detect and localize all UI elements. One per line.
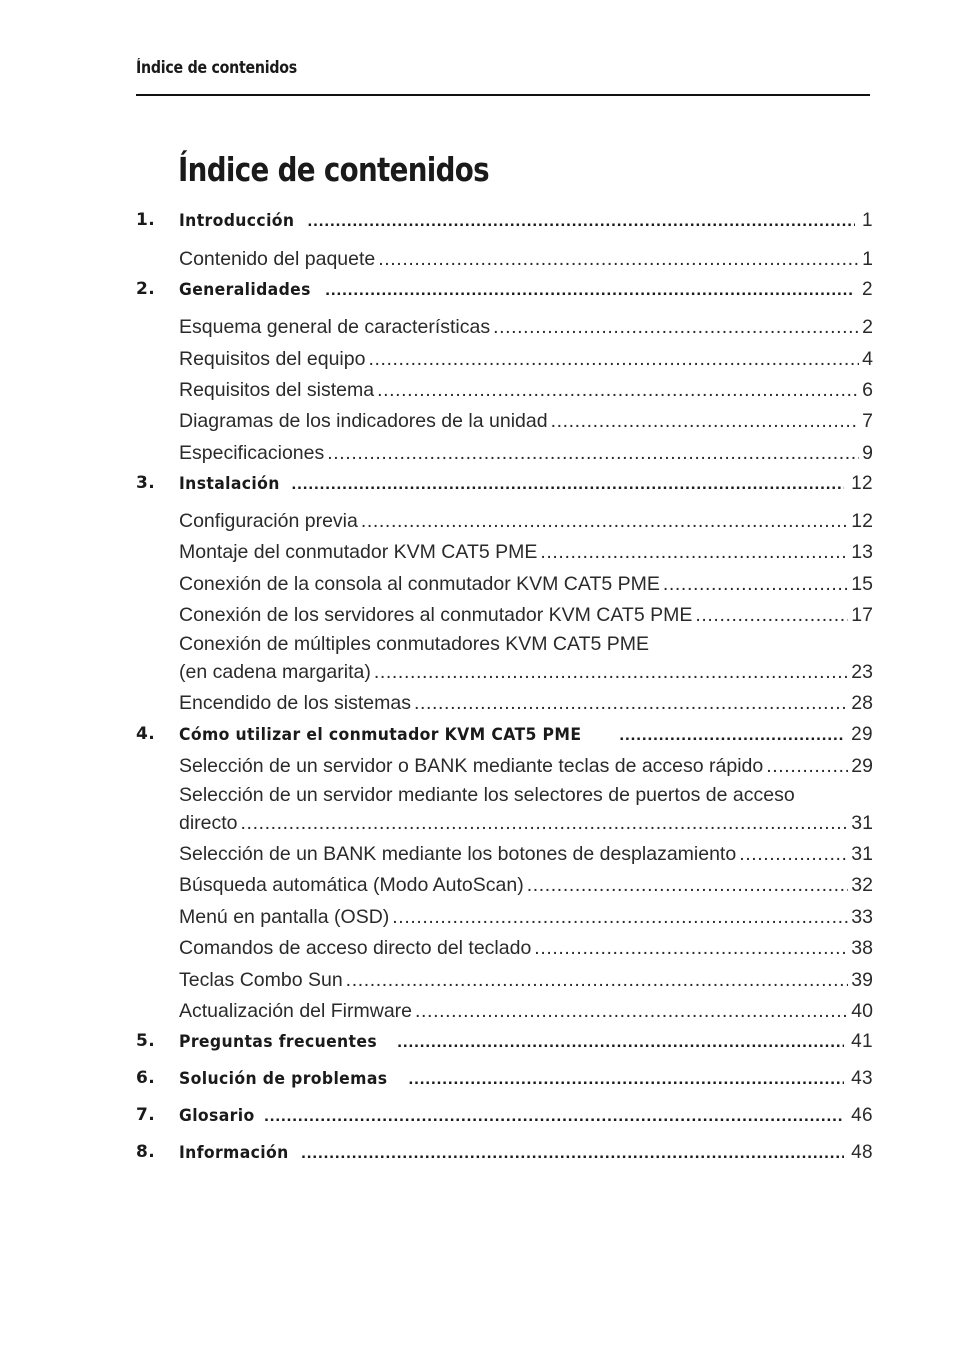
toc-entry-title-line1[interactable]: Selección de un servidor mediante los selectores de puertos de acceso [179, 784, 795, 806]
toc-entry[interactable] [179, 604, 873, 627]
toc-entry[interactable] [179, 661, 873, 684]
toc-section-number: 7. [136, 1105, 156, 1125]
toc-entry-title: Actualización del Firmware [179, 1000, 413, 1022]
toc-entry[interactable] [179, 410, 873, 433]
toc-page-number: 12 [851, 510, 873, 532]
toc-entry[interactable] [179, 510, 873, 533]
toc-section-number: 1. [136, 210, 156, 230]
toc-page-number: 28 [851, 692, 873, 714]
dot-leader [663, 573, 848, 596]
dot-leader [292, 474, 845, 494]
toc-entry[interactable] [179, 248, 873, 271]
toc-section-3[interactable] [136, 473, 873, 495]
toc-section-7[interactable] [136, 1105, 873, 1127]
dot-leader [378, 248, 859, 271]
toc-section-5[interactable] [136, 1031, 873, 1053]
toc-page-number: 29 [851, 724, 873, 745]
toc-section-number: 5. [136, 1031, 156, 1051]
dot-leader [264, 1106, 844, 1126]
toc-entry-title: Diagramas de los indicadores de la unidad [179, 410, 548, 432]
toc-entry-title: Conexión de los servidores al conmutador KVM CAT5 PME [179, 604, 693, 626]
toc-page-number: 43 [851, 1068, 873, 1089]
toc-section-title: Introducción [179, 211, 295, 231]
toc-section-number: 6. [136, 1068, 156, 1088]
toc-section-title: Preguntas frecuentes [179, 1032, 378, 1052]
dot-leader [695, 604, 848, 627]
toc-entry[interactable] [179, 906, 873, 929]
toc-entry-title-line2: directo [179, 812, 238, 834]
dot-leader [534, 937, 848, 960]
dot-leader [540, 541, 848, 564]
toc-section-number: 2. [136, 279, 156, 299]
dot-leader [346, 969, 849, 992]
toc-section-title: Generalidades [179, 280, 311, 300]
toc-section-number: 4. [136, 724, 156, 744]
toc-page-number: 4 [862, 348, 873, 370]
toc-page-number: 32 [851, 874, 873, 896]
toc-entry[interactable] [179, 692, 873, 715]
toc-section-4[interactable] [136, 724, 873, 746]
running-header: Índice de contenidos [136, 58, 297, 77]
dot-leader [409, 1069, 845, 1089]
toc-page-number: 13 [851, 541, 873, 563]
dot-leader [374, 661, 848, 684]
toc-entry-title: Contenido del paquete [179, 248, 376, 270]
toc-section-title: Información [179, 1143, 289, 1163]
toc-section-1[interactable] [136, 210, 873, 232]
toc-section-number: 3. [136, 473, 156, 493]
dot-leader [493, 316, 859, 339]
dot-leader [325, 280, 855, 300]
toc-entry[interactable] [179, 541, 873, 564]
toc-entry[interactable] [179, 812, 873, 835]
toc-entry-title: Búsqueda automática (Modo AutoScan) [179, 874, 524, 896]
toc-entry-title-line2: (en cadena margarita) [179, 661, 371, 683]
toc-entry-title: Configuración previa [179, 510, 358, 532]
dot-leader [619, 725, 844, 745]
page-title: Índice de contenidos [178, 150, 490, 189]
dot-leader [392, 906, 848, 929]
dot-leader [766, 755, 848, 778]
toc-entry[interactable] [179, 755, 873, 778]
toc-entry-title: Requisitos del sistema [179, 379, 375, 401]
toc-page-number: 41 [851, 1031, 873, 1052]
toc-entry-title: Comandos de acceso directo del teclado [179, 937, 532, 959]
toc-entry-title: Selección de un servidor o BANK mediante teclas de acceso rápido [179, 755, 764, 777]
toc-entry[interactable] [179, 937, 873, 960]
dot-leader [551, 410, 860, 433]
toc-entry[interactable] [179, 442, 873, 465]
toc-page-number: 7 [862, 410, 873, 432]
toc-entry-title: Conexión de la consola al conmutador KVM CAT5 PME [179, 573, 660, 595]
toc-section-number: 8. [136, 1142, 156, 1162]
dot-leader [241, 812, 849, 835]
toc-page-number: 2 [862, 316, 873, 338]
toc-page-number: 1 [862, 210, 873, 231]
toc-page-number: 31 [851, 843, 873, 865]
dot-leader [397, 1032, 844, 1052]
toc-entry-title-line1[interactable]: Conexión de múltiples conmutadores KVM CAT5 PME [179, 633, 650, 655]
toc-page-number: 15 [851, 573, 873, 595]
toc-entry[interactable] [179, 969, 873, 992]
toc-page-number: 23 [851, 661, 873, 683]
toc-entry-title: Montaje del conmutador KVM CAT5 PME [179, 541, 538, 563]
dot-leader [415, 1000, 848, 1023]
toc-page-number: 17 [851, 604, 873, 626]
toc-entry-title: Menú en pantalla (OSD) [179, 906, 390, 928]
toc-entry[interactable] [179, 874, 873, 897]
dot-leader [307, 211, 855, 231]
toc-entry[interactable] [179, 1000, 873, 1023]
toc-section-title: Cómo utilizar el conmutador KVM CAT5 PME [179, 725, 582, 745]
dot-leader [327, 442, 859, 465]
toc-page-number: 12 [851, 473, 873, 494]
toc-page-number: 40 [851, 1000, 873, 1022]
toc-section-8[interactable] [136, 1142, 873, 1164]
toc-page-number: 2 [862, 279, 873, 300]
toc-page-number: 9 [862, 442, 873, 464]
dot-leader [368, 348, 859, 371]
toc-entry[interactable] [179, 573, 873, 596]
dot-leader [377, 379, 859, 402]
toc-page-number: 39 [851, 969, 873, 991]
toc-entry-title: Encendido de los sistemas [179, 692, 411, 714]
toc-entry[interactable] [179, 316, 873, 339]
dot-leader [414, 692, 848, 715]
toc-entry-title: Especificaciones [179, 442, 325, 464]
toc-page-number: 48 [851, 1142, 873, 1163]
toc-entry-title: Requisitos del equipo [179, 348, 366, 370]
toc-section-title: Instalación [179, 474, 280, 494]
toc-page-number: 1 [862, 248, 873, 270]
toc-entry-title: Teclas Combo Sun [179, 969, 343, 991]
toc-entry[interactable] [179, 379, 873, 402]
toc-page-number: 33 [851, 906, 873, 928]
toc-section-title: Solución de problemas [179, 1069, 388, 1089]
toc-page-number: 6 [862, 379, 873, 401]
toc-entry[interactable] [179, 348, 873, 371]
toc-section-2[interactable] [136, 279, 873, 301]
dot-leader [527, 874, 849, 897]
toc-section-6[interactable] [136, 1068, 873, 1090]
toc-page-number: 31 [851, 812, 873, 834]
toc-page-number: 46 [851, 1105, 873, 1126]
dot-leader [739, 843, 848, 866]
dot-leader [361, 510, 848, 533]
toc-page-number: 38 [851, 937, 873, 959]
dot-leader [301, 1143, 844, 1163]
toc-entry-title: Selección de un BANK mediante los botones de desplazamiento [179, 843, 737, 865]
toc-entry[interactable] [179, 843, 873, 866]
toc-entry-title: Esquema general de características [179, 316, 491, 338]
toc-page-number: 29 [851, 755, 873, 777]
header-divider [136, 94, 870, 96]
toc-section-title: Glosario [179, 1106, 255, 1126]
